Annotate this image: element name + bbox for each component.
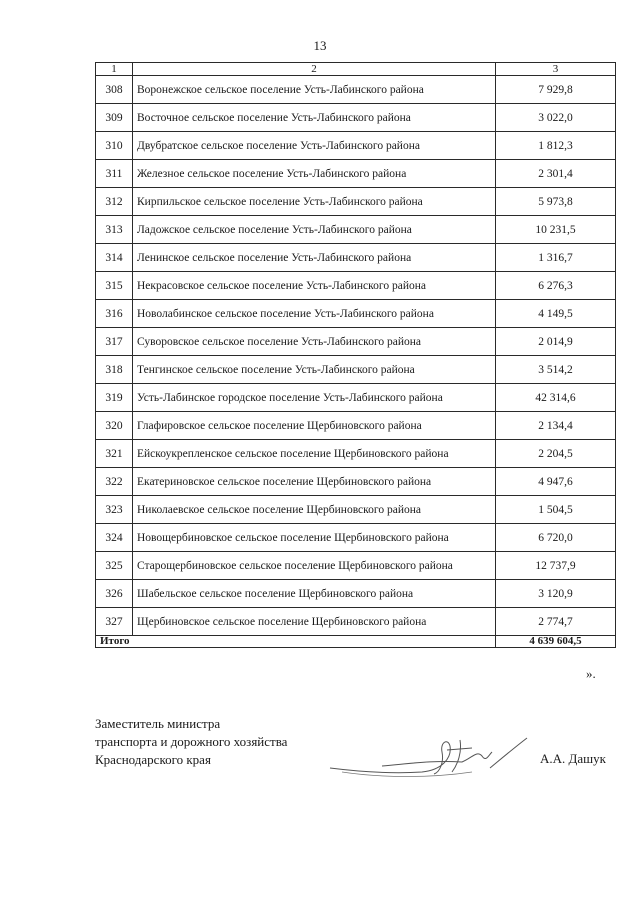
table-row [96, 356, 616, 384]
amount-value: 10 231,5 [496, 216, 616, 244]
table-row [96, 300, 616, 328]
row-number: 313 [96, 216, 133, 244]
table-row [96, 216, 616, 244]
amount-value: 2 204,5 [496, 440, 616, 468]
table-row [96, 468, 616, 496]
row-number: 323 [96, 496, 133, 524]
amount-value: 6 276,3 [496, 272, 616, 300]
settlement-name: Ейскоукрепленское сельское поселение Щербиновского района [133, 440, 496, 468]
table-row [96, 160, 616, 188]
row-number: 320 [96, 412, 133, 440]
row-number: 321 [96, 440, 133, 468]
settlement-name: Екатериновское сельское поселение Щербиновского района [133, 468, 496, 496]
row-number: 319 [96, 384, 133, 412]
row-number: 315 [96, 272, 133, 300]
row-number: 325 [96, 552, 133, 580]
table-row [96, 440, 616, 468]
table-row [96, 188, 616, 216]
amount-value: 1 316,7 [496, 244, 616, 272]
settlement-name: Ладожское сельское поселение Усть-Лабинского района [133, 216, 496, 244]
row-number: 322 [96, 468, 133, 496]
row-number: 316 [96, 300, 133, 328]
settlement-name: Щербиновское сельское поселение Щербиновского района [133, 608, 496, 636]
position-line-2: транспорта и дорожного хозяйства [95, 734, 288, 749]
table-row [96, 580, 616, 608]
amount-value: 2 014,9 [496, 328, 616, 356]
row-number: 318 [96, 356, 133, 384]
table-row [96, 384, 616, 412]
table-row [96, 244, 616, 272]
settlement-name: Николаевское сельское поселение Щербиновского района [133, 496, 496, 524]
table-row [96, 608, 616, 636]
page-number: 13 [313, 38, 327, 53]
amount-value: 12 737,9 [496, 552, 616, 580]
amount-value: 5 973,8 [496, 188, 616, 216]
amount-value: 7 929,8 [496, 76, 616, 104]
table-row [96, 496, 616, 524]
table-row [96, 412, 616, 440]
settlement-name: Двубратское сельское поселение Усть-Лабинского района [133, 132, 496, 160]
settlement-name: Кирпильское сельское поселение Усть-Лабинского района [133, 188, 496, 216]
row-number: 317 [96, 328, 133, 356]
total-value: 4 639 604,5 [496, 636, 616, 648]
amount-value: 4 947,6 [496, 468, 616, 496]
settlement-name: Новолабинское сельское поселение Усть-Лабинского района [133, 300, 496, 328]
total-row [96, 636, 616, 648]
amount-value: 1 812,3 [496, 132, 616, 160]
table-row [96, 132, 616, 160]
settlement-name: Восточное сельское поселение Усть-Лабинского района [133, 104, 496, 132]
row-number: 314 [96, 244, 133, 272]
settlement-name: Новощербиновское сельское поселение Щербиновского района [133, 524, 496, 552]
closing-quote: ». [586, 666, 596, 681]
row-number: 324 [96, 524, 133, 552]
amount-value: 2 134,4 [496, 412, 616, 440]
signatory-name: А.А. Дашук [540, 751, 606, 766]
table-row [96, 328, 616, 356]
header-col-1: 1 [96, 63, 133, 76]
total-label: Итого [96, 636, 496, 648]
row-number: 326 [96, 580, 133, 608]
amount-value: 2 301,4 [496, 160, 616, 188]
row-number: 311 [96, 160, 133, 188]
settlement-name: Глафировское сельское поселение Щербиновского района [133, 412, 496, 440]
row-number: 327 [96, 608, 133, 636]
settlement-name: Ленинское сельское поселение Усть-Лабинского района [133, 244, 496, 272]
table-row [96, 104, 616, 132]
position-line-1: Заместитель министра [95, 716, 221, 731]
amount-value: 3 120,9 [496, 580, 616, 608]
header-col-3: 3 [496, 63, 616, 76]
amount-value: 4 149,5 [496, 300, 616, 328]
table-header-row [96, 63, 616, 76]
amount-value: 42 314,6 [496, 384, 616, 412]
amount-value: 3 022,0 [496, 104, 616, 132]
row-number: 308 [96, 76, 133, 104]
row-number: 309 [96, 104, 133, 132]
table-row [96, 272, 616, 300]
table-row [96, 76, 616, 104]
settlement-name: Суворовское сельское поселение Усть-Лабинского района [133, 328, 496, 356]
amount-value: 6 720,0 [496, 524, 616, 552]
settlement-name: Железное сельское поселение Усть-Лабинского района [133, 160, 496, 188]
handwritten-signature [322, 728, 537, 793]
settlement-name: Шабельское сельское поселение Щербиновского района [133, 580, 496, 608]
amount-value: 1 504,5 [496, 496, 616, 524]
settlement-name: Тенгинское сельское поселение Усть-Лабинского района [133, 356, 496, 384]
amount-value: 3 514,2 [496, 356, 616, 384]
header-col-2: 2 [133, 63, 496, 76]
amount-value: 2 774,7 [496, 608, 616, 636]
settlement-name: Некрасовское сельское поселение Усть-Лабинского района [133, 272, 496, 300]
settlement-name: Старощербиновское сельское поселение Щербиновского района [133, 552, 496, 580]
row-number: 312 [96, 188, 133, 216]
table-row [96, 524, 616, 552]
signature-position [95, 715, 287, 769]
row-number: 310 [96, 132, 133, 160]
settlement-name: Усть-Лабинское городское поселение Усть-Лабинского района [133, 384, 496, 412]
table-row [96, 552, 616, 580]
data-table [95, 62, 616, 648]
position-line-3: Краснодарского края [95, 752, 211, 767]
settlement-name: Воронежское сельское поселение Усть-Лабинского района [133, 76, 496, 104]
